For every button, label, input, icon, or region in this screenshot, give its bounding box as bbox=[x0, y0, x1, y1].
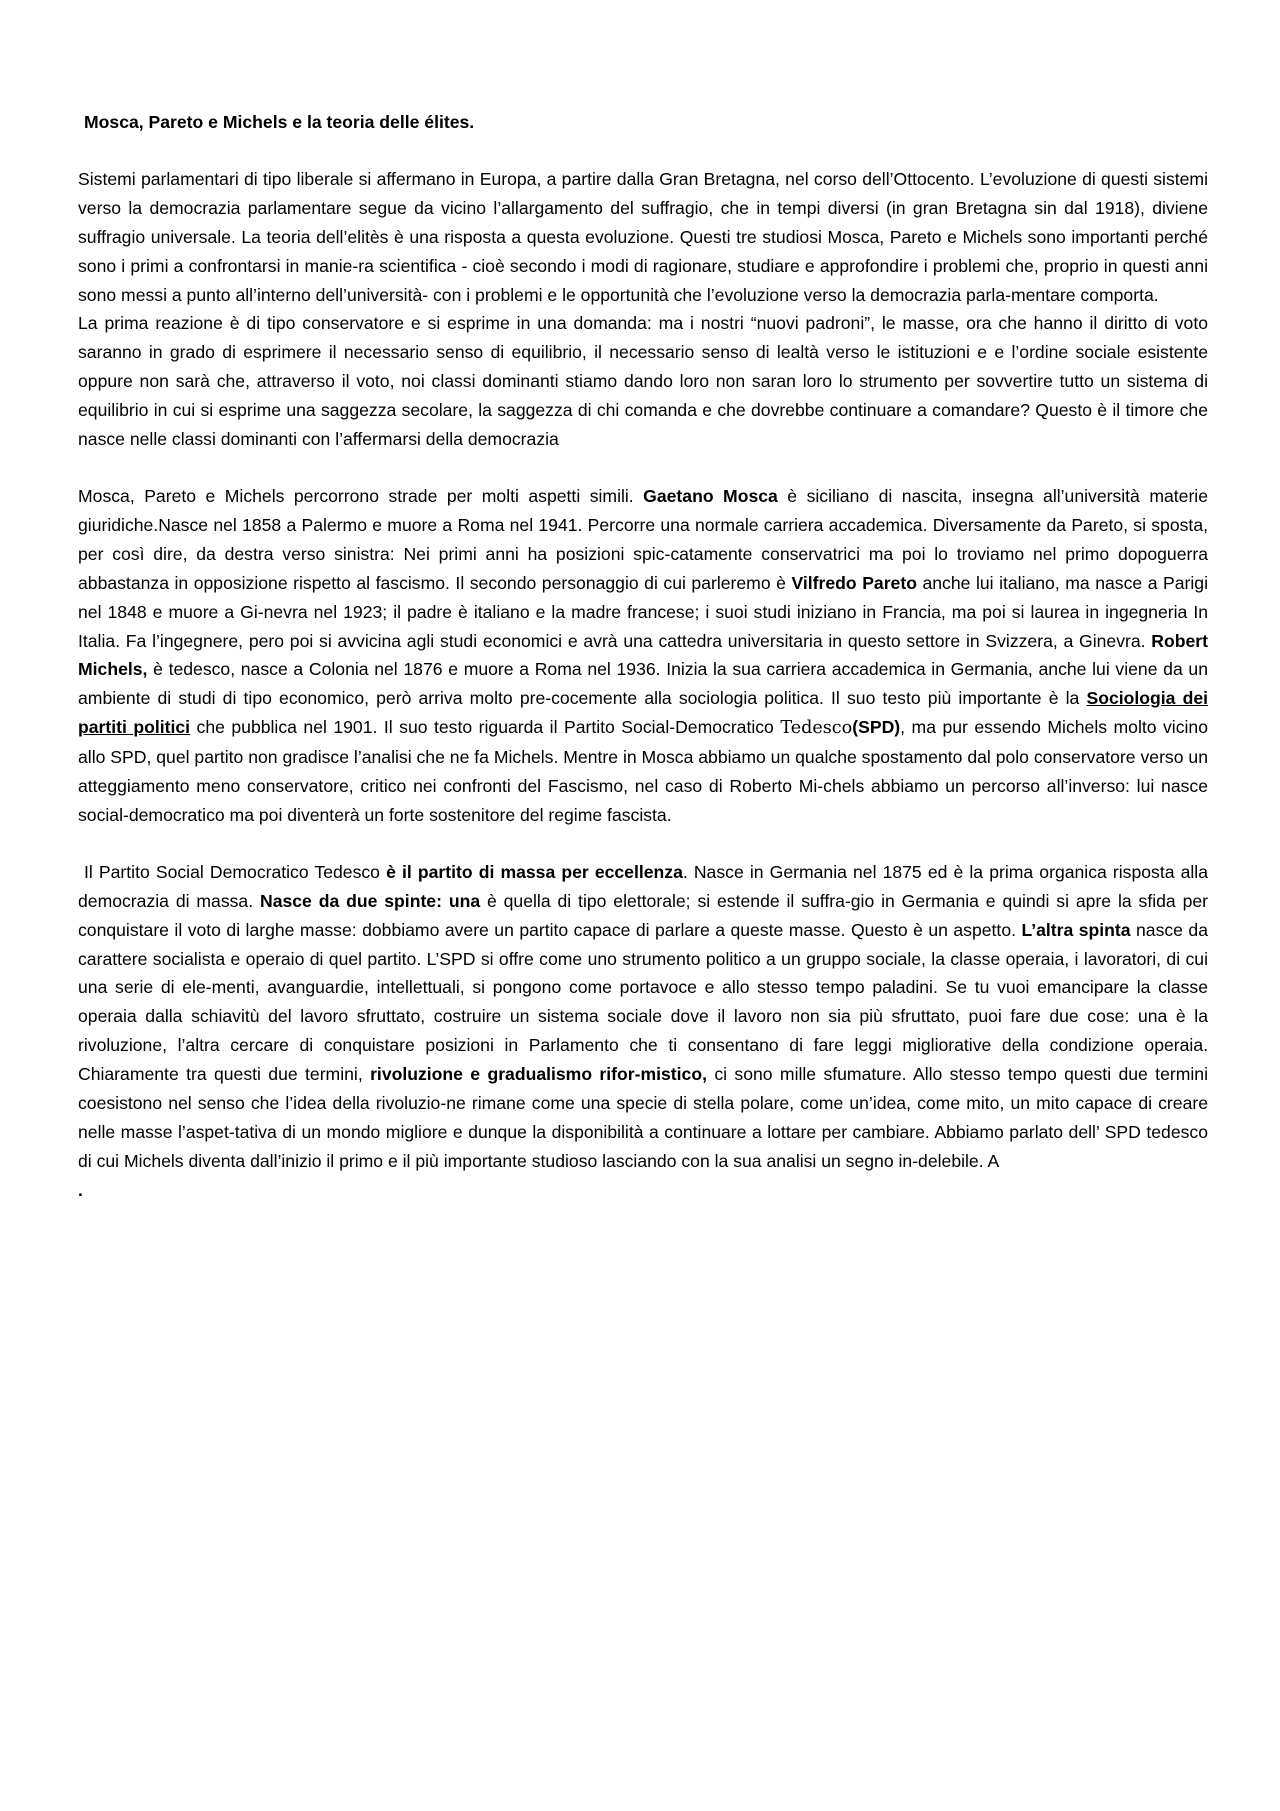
bold-two-drives: Nasce da due spinte: una bbox=[259, 890, 481, 911]
serif-word-tedesco: Tedesco bbox=[780, 718, 853, 739]
paragraph-spd bbox=[78, 858, 1208, 1176]
text-segment: , ma pur essendo Michels molto vicino allo SPD, quel partito non gradisce l’analisi che ne fa Michels. Mentre in Mosca abbiamo un qualche spostamento dal polo conservatore verso un atteggiamento meno conservatore, critico nei confronti del Fascismo, nel caso di Roberto Mi-chels abbiamo un percorso all’inverso: lui nasce social-democratico ma poi diventerà un forte sostenitore del regime fascista. bbox=[78, 717, 1208, 825]
text-segment: è siciliano di nascita, insegna all’università materie giuridiche.Nasce nel 1858 a Palermo e muore a Roma nel 1941. Percorre una normale carriera accademica. Diversamente da Pareto, si sposta, per così dire, da destra verso sinistra: Nei primi anni ha posizioni spic-catamente conservatrici ma poi lo troviamo nel primo dopoguerra abbastanza in opposizione rispetto al fascismo. Il secondo personaggio di cui parleremo è bbox=[78, 485, 1208, 593]
paragraph-conservative-reaction: La prima reazione è di tipo conservatore e si esprime in una domanda: ma i nostri “nuovi padroni”, le masse, ora che hanno il diritto di voto saranno in grado di esprimere il necessario senso di equilibrio, il necessario senso di lealtà verso le istituzioni e e l’ordine sociale esistente oppure non sarà che, attraverso il voto, noi classi dominanti stiamo dando loro non saran loro lo strumento per sovvertire tutto un sistema di equilibrio in cui si esprime una saggezza secolare, la saggezza di chi comanda e che dovrebbe continuare a comandare? Questo è il timore che nasce nelle classi dominanti con l’affermarsi della democrazia bbox=[78, 313, 1208, 450]
text-segment: è tedesco, nasce a Colonia nel 1876 e muore a Roma nel 1936. Inizia la sua carriera accademica in Germania, anche lui viene da un ambiente di studi di tipo economico, però arriva molto pre-cocemente alla sociologia politica. Il suo testo più importante è la bbox=[78, 659, 1208, 709]
bold-mass-party: è il partito di massa per eccellenza bbox=[386, 861, 683, 882]
text-segment: Mosca, Pareto e Michels percorrono strade per molti aspetti simili. bbox=[78, 485, 644, 506]
paragraph-intro: Sistemi parlamentari di tipo liberale si affermano in Europa, a partire dalla Gran Bretagna, nel corso dell’Ottocento. L’evoluzione di questi sistemi verso la democrazia parlamentare segue da vicino l’allargamento del suffragio, che in tempi diversi (in gran Bretagna sin dal 1918), diviene suffragio universale. La teoria dell’elitès è una risposta a questa evoluzione. Questi tre studiosi Mosca, Pareto e Michels sono importanti perché sono i primi a confrontarsi in manie-ra scientifica - cioè secondo i modi di ragionare, studiare e approfondire i problemi che, proprio in questi anni sono messi a punto all’interno dell’università- con i problemi e le opportunità che l’evoluzione verso la democrazia parla-mentare comporta. bbox=[78, 168, 1208, 305]
text-segment: ci sono mille sfumature. Allo stesso tempo questi due termini coesistono nel senso che l’idea della rivoluzio-ne rimane come una specie di stella polare, come un’idea, come mito, un mito capace di creare nelle masse l’aspet-tativa di un mondo migliore e dunque la disponibilità a continuare a lottare per cambiare. Abbiamo parlato dell’ SPD tedesco di cui Michels diventa dall’inizio il primo e il più importante studioso lasciando con la sua analisi un segno in-delebile. A bbox=[78, 1064, 1208, 1171]
bold-spd: (SPD) bbox=[852, 717, 901, 738]
document-title: Mosca, Pareto e Michels e la teoria delle élites. bbox=[84, 112, 475, 132]
text-segment: nasce da carattere socialista e operaio di quel partito. L’SPD si offre come uno strumento politico a un gruppo sociale, la classe operaia, i lavoratori, di cui una serie di ele-menti, avanguardie, intellettuali, si pongono come portavoce e allo stesso tempo paladini. Se tu vuoi emancipare la classe operaia dalla schiavitù del lavoro sfruttato, costruire un sistema sociale dove il lavoro non sia più sfruttato, puoi fare due cose: una è la rivoluzione, l’altra cercare di conquistare posizioni in Parlamento che ti consentano di fare leggi migliorative della condizione operaia. Chiaramente tra questi due termini, bbox=[78, 919, 1208, 1085]
bold-revolution-gradualism: rivoluzione e gradualismo rifor-mistico, bbox=[370, 1064, 707, 1085]
text-segment: . Nasce in Germania nel 1875 ed è la prima organica risposta alla democrazia di massa. bbox=[78, 861, 1209, 911]
paragraph-biographies bbox=[78, 482, 1208, 830]
bold-robert-michels: Robert Michels, bbox=[78, 630, 1208, 680]
text-segment: che pubblica nel 1901. Il suo testo riguarda il Partito Social-Democratico bbox=[190, 717, 781, 738]
bold-vilfredo-pareto: Vilfredo Pareto bbox=[791, 572, 917, 593]
final-dot: . bbox=[78, 1179, 83, 1200]
text-segment: è quella di tipo elettorale; si estende il suffra-gio in Germania e quindi si apre la sfida per conquistare il voto di larghe masse: dobbiamo avere un partito capace di parlare a queste masse. Questo è un aspetto. bbox=[78, 890, 1209, 940]
text-segment: anche lui italiano, ma nasce a Parigi nel 1848 e muore a Gi-nevra nel 1923; il padre è italiano e la madre francese; i suoi studi iniziano in Francia, ma poi si laurea in ingegneria In Italia. Fa l’ingegnere, pero poi si avvicina agli studi economici e avrà una cattedra universitaria in questo settore in Svizzera, a Ginevra. bbox=[78, 572, 1208, 651]
text-segment: Il Partito Social Democratico Tedesco bbox=[84, 861, 387, 882]
bold-gaetano-mosca: Gaetano Mosca bbox=[643, 485, 778, 506]
bold-underlined-book-title: Sociologia dei partiti politici bbox=[78, 688, 1208, 738]
bold-other-drive: L’altra spinta bbox=[1021, 919, 1131, 940]
document-page bbox=[78, 108, 1208, 1205]
